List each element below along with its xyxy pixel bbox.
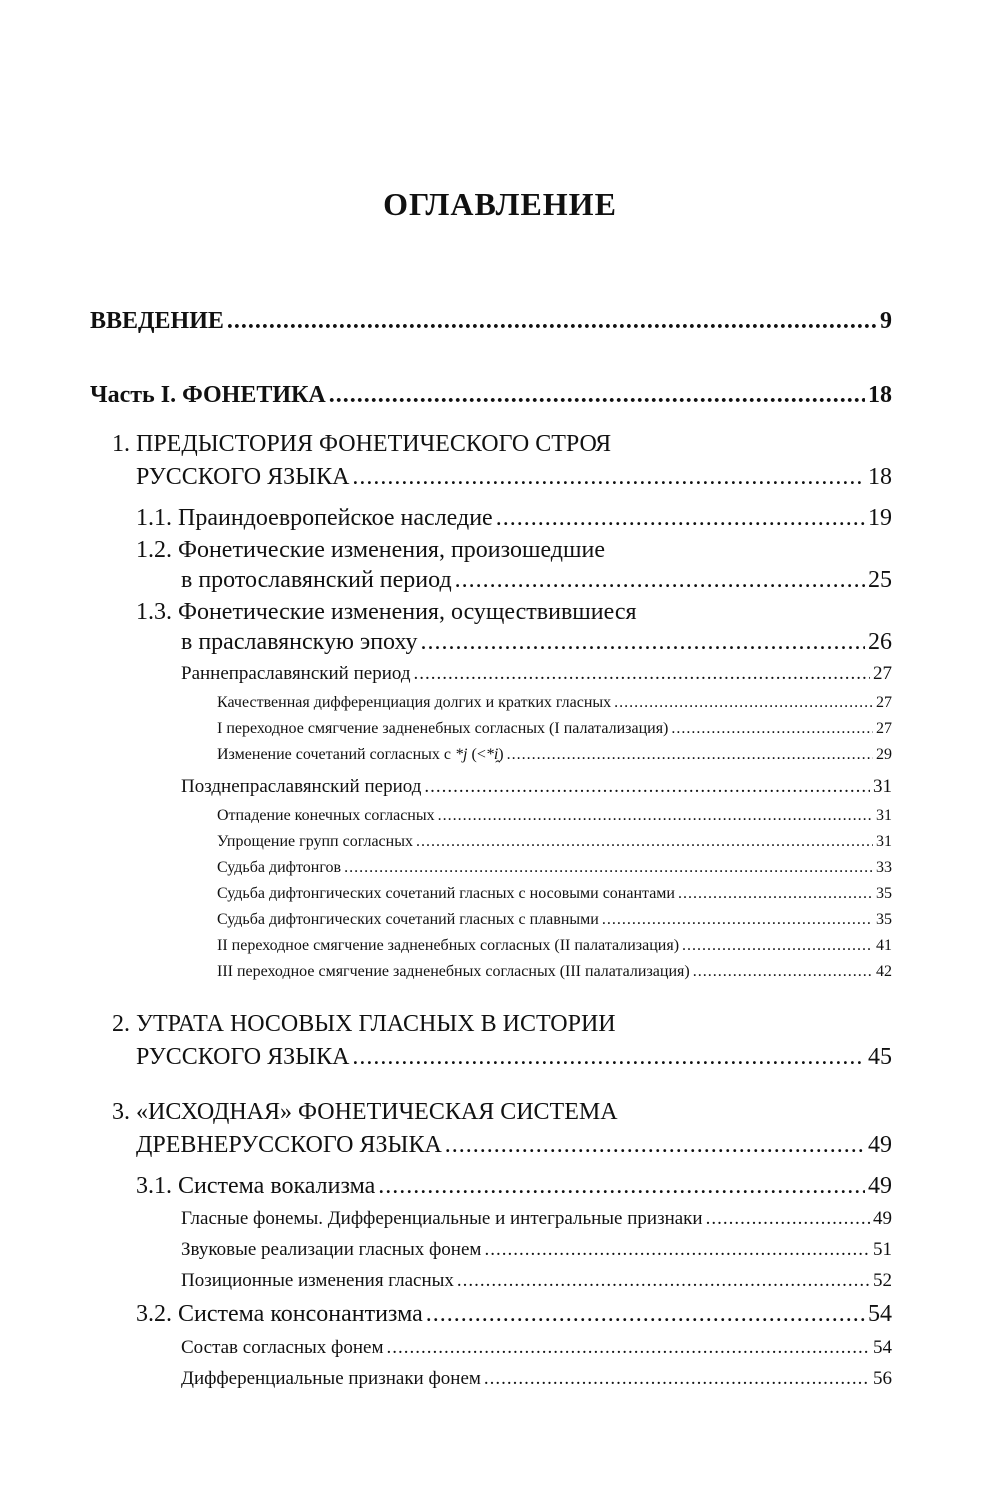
toc-page-number: 35 [876,911,892,928]
toc-label: Звуковые реализации гласных фонем [181,1239,482,1260]
toc-entry-ch1[interactable] [136,462,892,492]
toc-label: ДРЕВНЕРУССКОГО ЯЗЫКА [136,1132,442,1158]
toc-label: Качественная дифференциация долгих и кратких гласных [217,694,612,711]
toc-entry-early-1[interactable] [217,693,892,713]
toc-label: 3.2. Система консонантизма [136,1301,423,1327]
toc-page-number: 27 [876,720,892,737]
toc-label: Отпадение конечных согласных [217,807,435,824]
toc-page-number: 18 [868,464,892,490]
toc-entry-ch1-line1[interactable]: 1. ПРЕДЫСТОРИЯ ФОНЕТИЧЕСКОГО СТРОЯ [112,431,612,457]
toc-entry-3-2b[interactable] [181,1367,892,1391]
toc-entry-ch2[interactable] [136,1042,892,1072]
toc-label: Раннепраславянский период [181,663,411,684]
toc-entry-3-1b[interactable] [181,1238,892,1262]
toc-page-number: 26 [868,629,892,655]
toc-label: II переходное смягчение задненебных согласных (II палатализация) [217,937,680,954]
toc-entry-late-period[interactable] [181,775,892,799]
dot-leader [682,936,873,956]
toc-entry-1-3[interactable] [181,627,892,657]
toc-page-number: 52 [873,1270,892,1291]
toc-entry-late-4[interactable] [217,884,892,904]
toc-entry-3-1a[interactable] [181,1207,892,1231]
toc-label: в протославянский период [181,567,452,593]
dot-leader [484,1238,870,1262]
toc-page-number: 27 [873,663,892,684]
dot-leader [438,806,873,826]
toc-entry-part1[interactable] [90,380,892,410]
toc-label: в праславянскую эпоху [181,629,418,655]
toc-label: Позднепраславянский период [181,776,422,797]
dot-leader [426,1299,865,1329]
toc-label: Позиционные изменения гласных [181,1270,454,1291]
toc-page-number: 31 [873,776,892,797]
toc-entry-ch3[interactable] [136,1130,892,1160]
toc-label: Состав согласных фонем [181,1337,384,1358]
dot-leader [352,1042,865,1072]
toc-entry-1-3-line1[interactable]: 1.3. Фонетические изменения, осуществившиеся [136,599,637,625]
toc-entry-3-1c[interactable] [181,1269,892,1293]
toc-label: Судьба дифтонгических сочетаний гласных с плавными [217,911,599,928]
toc-label: Судьба дифтонгов [217,859,342,876]
toc-label: III переходное смягчение задненебных согласных (III палатализация) [217,963,690,980]
toc-page-number: 51 [873,1239,892,1260]
toc-entry-3-2a[interactable] [181,1336,892,1360]
toc-entry-early-2[interactable] [217,719,892,739]
toc-label: I переходное смягчение задненебных согласных (I палатализация) [217,720,669,737]
dot-leader [227,306,877,336]
toc-page-number: 31 [876,807,892,824]
toc-page-number: 54 [873,1337,892,1358]
toc-label: ВВЕДЕНИЕ [90,308,224,334]
dot-leader [413,662,870,686]
toc-label: Дифференциальные признаки фонем [181,1368,481,1389]
toc-entry-intro[interactable] [90,306,892,336]
dot-leader [424,775,870,799]
dot-leader [421,627,865,657]
toc-entry-early-period[interactable] [181,662,892,686]
toc-entry-1-1[interactable] [136,503,892,533]
toc-entry-1-2-line1[interactable]: 1.2. Фонетические изменения, произошедшие [136,537,605,563]
toc-page-number: 54 [868,1301,892,1327]
toc-label-part: *i̯ [485,746,499,763]
toc-entry-late-2[interactable] [217,832,892,852]
toc-label: РУССКОГО ЯЗЫКА [136,464,350,490]
toc-entry-late-1[interactable] [217,806,892,826]
toc-page-number: 35 [876,885,892,902]
dot-leader [602,910,873,930]
toc-entry-late-7[interactable] [217,962,892,982]
dot-leader [693,962,873,982]
dot-leader [671,719,873,739]
dot-leader [484,1367,870,1391]
toc-label-part: (< [467,746,486,763]
toc-label: Судьба дифтонгических сочетаний гласных с носовыми сонантами [217,885,675,902]
toc-entry-late-5[interactable] [217,910,892,930]
toc-page-number: 25 [868,567,892,593]
toc-entry-late-6[interactable] [217,936,892,956]
dot-leader [352,462,865,492]
dot-leader [614,693,873,713]
toc-entry-ch3-line1[interactable]: 3. «ИСХОДНАЯ» ФОНЕТИЧЕСКАЯ СИСТЕМА [112,1099,618,1125]
toc-label: 3.1. Система вокализма [136,1173,376,1199]
toc-label: Часть I. ФОНЕТИКА [90,382,326,408]
toc-entry-1-2[interactable] [181,565,892,595]
toc-page-number: 45 [868,1044,892,1070]
dot-leader [507,745,873,765]
toc-page-number: 33 [876,859,892,876]
toc-page-number: 41 [876,937,892,954]
toc-entry-late-3[interactable] [217,858,892,878]
toc-label [217,745,504,765]
toc-page-number: 49 [868,1173,892,1199]
page-title: ОГЛАВЛЕНИЕ [383,186,617,222]
dot-leader [678,884,873,904]
dot-leader [416,832,873,852]
toc-label-part: ) [498,746,504,763]
dot-leader [378,1171,865,1201]
dot-leader [445,1130,865,1160]
toc-label-part: *j [455,746,468,763]
toc-label: Гласные фонемы. Дифференциальные и интегральные признаки [181,1208,703,1229]
toc-entry-ch2-line1[interactable]: 2. УТРАТА НОСОВЫХ ГЛАСНЫХ В ИСТОРИИ [112,1011,616,1037]
dot-leader [457,1269,870,1293]
toc-page-number: 56 [873,1368,892,1389]
toc-page-number: 9 [880,308,892,334]
dot-leader [455,565,865,595]
toc-page-number: 27 [876,694,892,711]
dot-leader [706,1207,870,1231]
toc-page-number: 19 [868,505,892,531]
toc-page-number: 18 [868,382,892,408]
toc-page-number: 31 [876,833,892,850]
dot-leader [387,1336,871,1360]
toc-entry-3-2[interactable] [136,1299,892,1329]
toc-page-number: 49 [873,1208,892,1229]
toc-label-part: Изменение сочетаний согласных с [217,746,456,763]
dot-leader [344,858,873,878]
toc-page-number: 49 [868,1132,892,1158]
dot-leader [329,380,865,410]
toc-label: Упрощение групп согласных [217,833,413,850]
toc-entry-early-3[interactable] [217,745,892,765]
dot-leader [496,503,865,533]
toc-page-number: 42 [876,963,892,980]
toc-entry-3-1[interactable] [136,1171,892,1201]
toc-page-number: 29 [876,746,892,763]
toc-label: РУССКОГО ЯЗЫКА [136,1044,350,1070]
toc-label: 1.1. Праиндоевропейское наследие [136,505,493,531]
